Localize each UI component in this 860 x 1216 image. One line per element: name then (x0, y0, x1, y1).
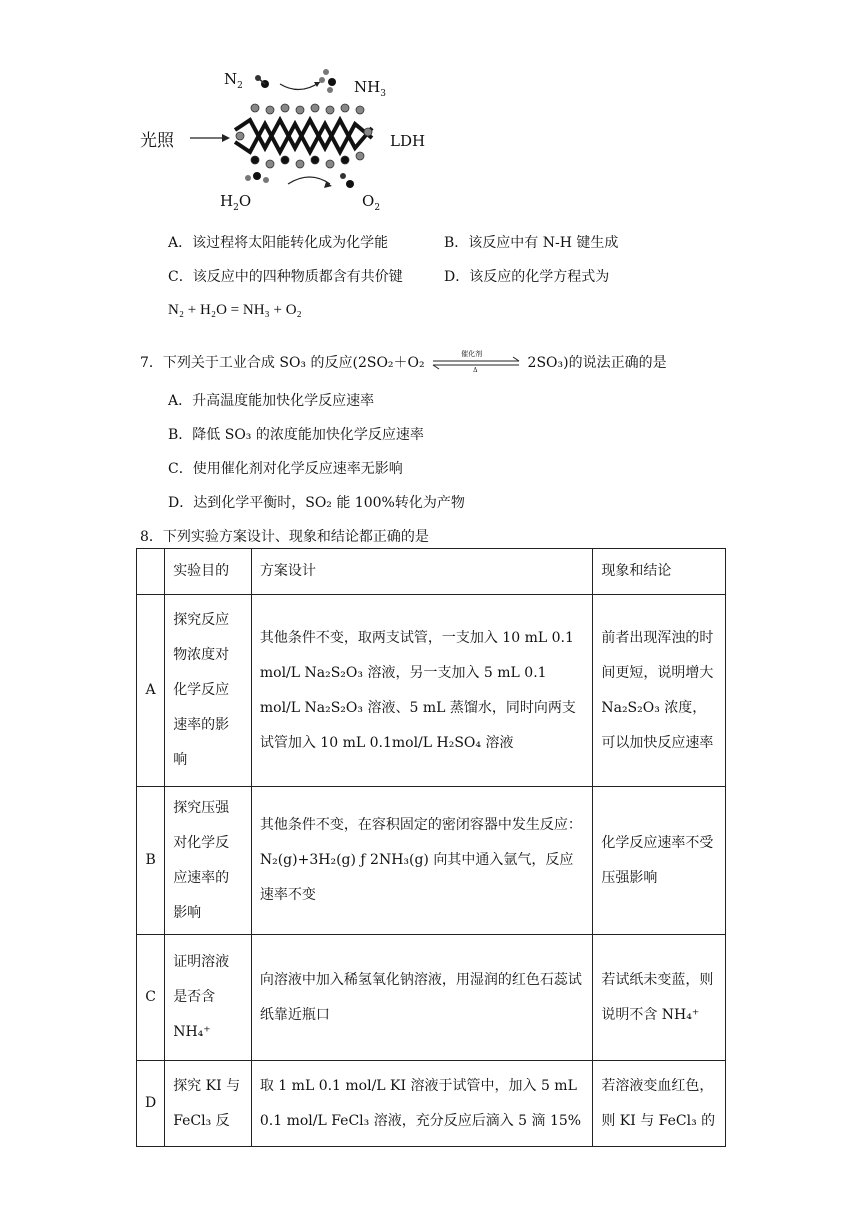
row-tag: D (137, 1061, 165, 1147)
table-row (137, 935, 726, 1061)
q7-option-d: D．达到化学平衡时，SO₂ 能 100%转化为产物 (168, 495, 465, 511)
q8-stem: 8．下列实验方案设计、现象和结论都正确的是 (140, 529, 429, 545)
nh3-label: $NH_3$ (354, 78, 386, 99)
heat-label: Δ (473, 367, 478, 374)
o2-molecule (340, 173, 354, 188)
ldh-layer (235, 120, 372, 152)
q7-stem (140, 352, 667, 372)
q6-option-c: C．该反应中的四种物质都含有共价键 (168, 269, 403, 285)
table-row (137, 595, 726, 787)
header-blank (137, 549, 165, 595)
row-conclusion: 化学反应速率不受压强影响 (593, 787, 726, 935)
catalyst-label: 催化剂 (461, 350, 483, 358)
top-arrow (280, 82, 320, 90)
row-tag: A (137, 595, 165, 787)
q6-option-d: D．该反应的化学方程式为 (444, 269, 610, 285)
row-goal: 探究压强对化学反应速率的影响 (165, 787, 252, 935)
q6-option-a: A．该过程将太阳能转化成为化学能 (168, 235, 389, 251)
header-goal: 实验目的 (165, 549, 252, 595)
h2o-molecule (245, 172, 269, 183)
row-plan: 取 1 mL 0.1 mol/L KI 溶液于试管中，加入 5 mL 0.1 mol/L FeCl₃ 溶液，充分反应后滴入 5 滴 15% (251, 1061, 592, 1147)
row-plan: 向溶液中加入稀氢氧化钠溶液，用湿润的红色石蕊试纸靠近瓶口 (251, 935, 592, 1061)
q6-equation: N₂ + H₂O = NH₃ + O₂ (168, 302, 302, 318)
table-row (137, 1061, 726, 1147)
row-conclusion: 前者出现浑浊的时间更短，说明增大 Na₂S₂O₃ 浓度，可以加快反应速率 (593, 595, 726, 787)
q7-stem-post: 2SO₃)的说法正确的是 (527, 355, 667, 371)
o2-label: $O_2$ (362, 192, 381, 213)
reaction-figure (140, 60, 440, 220)
row-conclusion: 若溶液变血红色，则 KI 与 FeCl₃ 的 (593, 1061, 726, 1147)
header-plan: 方案设计 (251, 549, 592, 595)
q6-option-b: B．该反应中有 N-H 键生成 (444, 235, 619, 251)
light-label: 光照 (140, 131, 174, 151)
n2-label: $N_2$ (224, 70, 243, 91)
nh3-molecule (319, 69, 336, 93)
experiment-table (136, 548, 726, 1147)
reversible-arrow (429, 350, 523, 374)
ldh-label: LDH (390, 132, 426, 150)
table-header-row (137, 549, 726, 595)
q7-option-a: A．升高温度能加快化学反应速率 (168, 393, 375, 409)
q7-stem-pre: 7．下列关于工业合成 SO₃ 的反应(2SO₂＋O₂ (140, 355, 425, 371)
row-plan: 其他条件不变，在容积固定的密闭容器中发生反应：N₂(g)+3H₂(g) ƒ 2NH₃(g) 向其中通入氩气，反应速率不变 (251, 787, 592, 935)
q7-option-c: C．使用催化剂对化学反应速率无影响 (168, 461, 403, 477)
h2o-label: $H_2O$ (220, 192, 252, 213)
header-conclusion: 现象和结论 (593, 549, 726, 595)
q7-option-b: B．降低 SO₃ 的浓度能加快化学反应速率 (168, 427, 424, 443)
row-goal: 证明溶液是否含 NH₄⁺ (165, 935, 252, 1061)
row-conclusion: 若试纸未变蓝，则说明不含 NH₄⁺ (593, 935, 726, 1061)
row-tag: C (137, 935, 165, 1061)
n2-molecule (255, 75, 269, 88)
row-plan: 其他条件不变，取两支试管，一支加入 10 mL 0.1 mol/L Na₂S₂O₃ 溶液，另一支加入 5 mL 0.1 mol/L Na₂S₂O₃ 溶液、5 mL 蒸馏水，同时向两支试管加入 10 mL 0.1mol/L H₂SO₄ 溶液 (251, 595, 592, 787)
row-goal: 探究 KI 与 FeCl₃ 反 (165, 1061, 252, 1147)
table-row (137, 787, 726, 935)
bottom-arrow (288, 177, 330, 184)
row-goal: 探究反应物浓度对化学反应速率的影响 (165, 595, 252, 787)
row-tag: B (137, 787, 165, 935)
